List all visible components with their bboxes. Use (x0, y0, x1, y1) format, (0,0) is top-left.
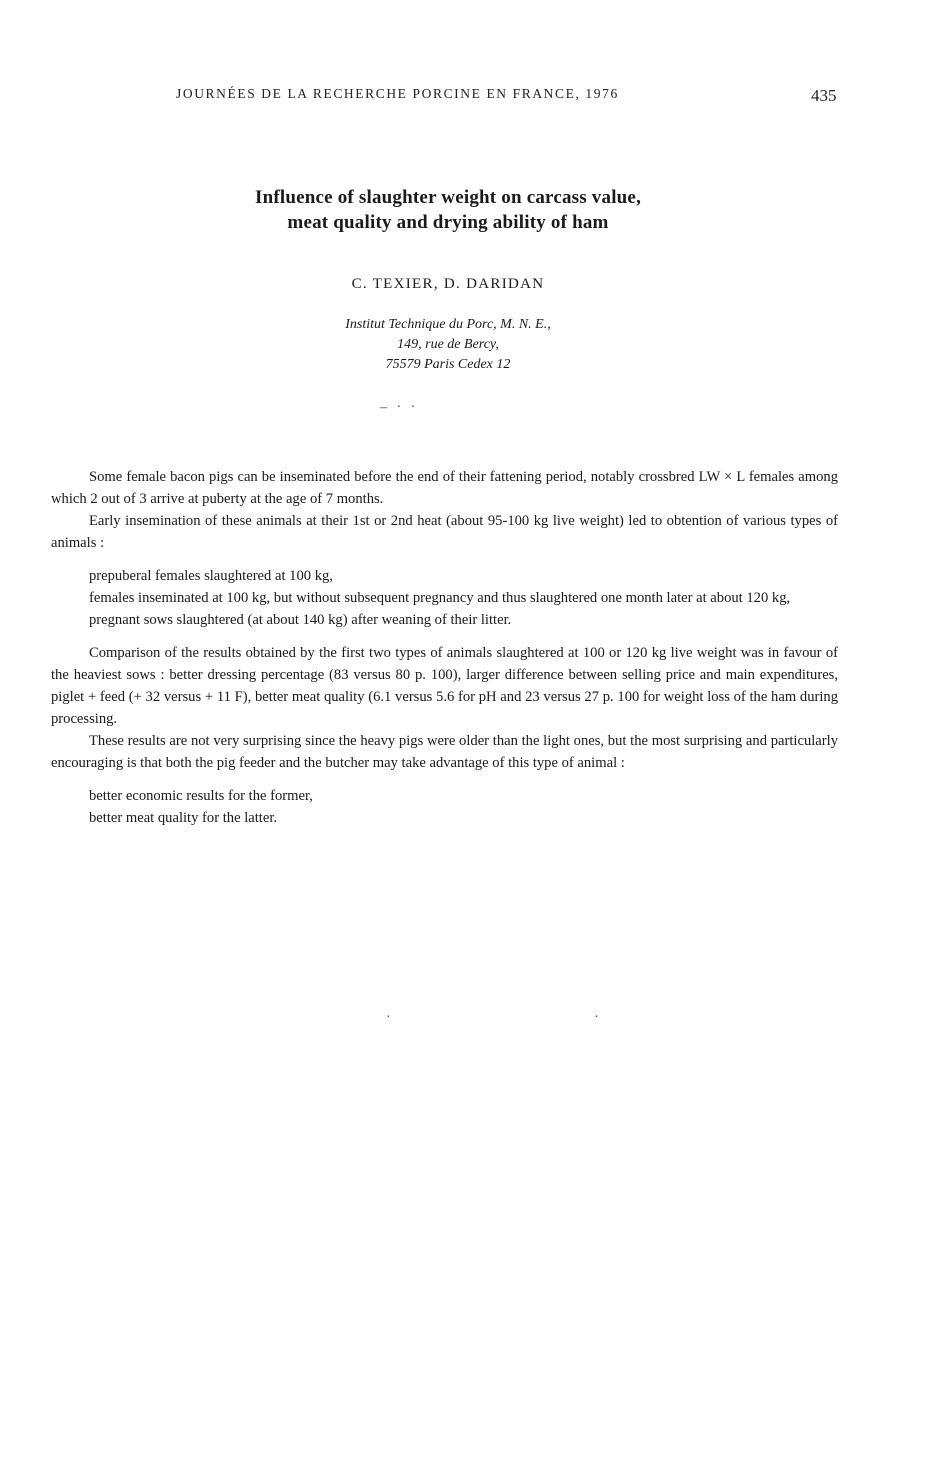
list-item-1: prepuberal females slaughtered at 100 kg, (89, 568, 333, 584)
title-line-2: meat quality and drying ability of ham (287, 212, 609, 233)
paragraph-4: These results are not very surprising since the heavy pigs were older than the light ones, but the most surprising and particularly encouraging is that both the pig feeder and the butcher may take advantage of this type of animal : (51, 733, 838, 771)
title-line-1: Influence of slaughter weight on carcass value, (254, 187, 642, 208)
affiliation-line-3: 75579 Paris Cedex 12 (385, 357, 511, 372)
abstract-body (51, 466, 838, 829)
article-title (0, 185, 896, 235)
paragraph-1: Some female bacon pigs can be inseminated before the end of their fattening period, notably crossbred LW × L females among which 2 out of 3 arrive at puberty at the age of 7 months. (51, 469, 838, 507)
page-number: 435 (811, 86, 837, 105)
running-head: JOURNÉES DE LA RECHERCHE PORCINE EN FRANCE, 1976 (176, 86, 619, 101)
affiliation-line-1: Institut Technique du Porc, M. N. E., (345, 317, 551, 332)
conclusion-item-1: better economic results for the former, (89, 788, 313, 804)
list-item-2: females inseminated at 100 kg, but without subsequent pregnancy and thus slaughtered one month later at about 120 kg, (89, 590, 791, 606)
paragraph-3: Comparison of the results obtained by the first two types of animals slaughtered at 100 or 120 kg live weight was in favour of the heaviest sows : better dressing percentage (83 versus 80 p. 100), larger difference between selling price and main expenditures, piglet + feed (+ 32 versus + 11 F), better meat quality (6.1 versus 5.6 for pH and 23 versus 27 p. 100 for weight loss of the ham during processing. (51, 645, 838, 727)
list-item-3: pregnant sows slaughtered (at about 140 kg) after weaning of their litter. (89, 612, 512, 628)
paragraph-2: Early insemination of these animals at their 1st or 2nd heat (about 95-100 kg live weight) led to obtention of various types of animals : (51, 513, 838, 551)
conclusion-item-2: better meat quality for the latter. (89, 810, 278, 826)
section-divider-top: – · · (380, 400, 419, 415)
section-divider-bottom: · · (386, 1010, 699, 1025)
affiliation (0, 315, 896, 375)
affiliation-line-2: 149, rue de Bercy, (397, 337, 499, 352)
authors: C. TEXIER, D. DARIDAN (351, 276, 545, 292)
